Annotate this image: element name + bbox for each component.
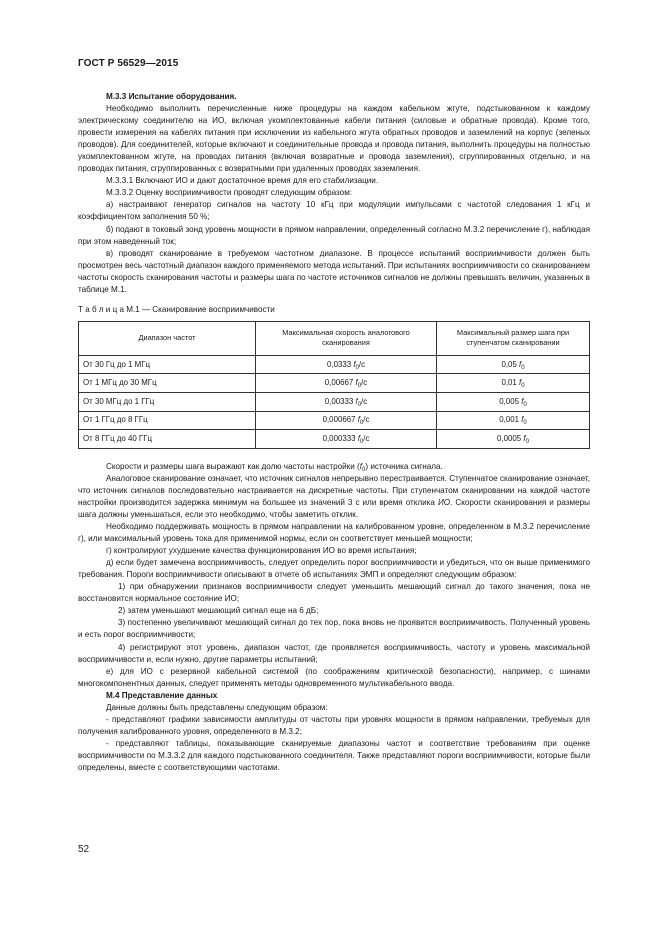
step-cell bbox=[437, 430, 590, 449]
text-fragment: . Скорости сканирования и размеры шага должны уменьшаться, если это необходимо, чтобы заметить отклик. bbox=[78, 497, 590, 519]
paragraph: М.3.3.1 Включают ИО и дают достаточное время для его стабилизации. bbox=[106, 176, 379, 186]
rate-unit: /с bbox=[361, 396, 368, 406]
table-row bbox=[79, 374, 590, 393]
list-item: - представляют таблицы, показывающие сканируемые диапазоны частот и соответствие требованиям при оценке восприимчивости по М.3.3.2 для каждого подстыкованного соединителя. Также представляют пороги восприимчивости, которые были определены, вместе с соответствующими частотами. bbox=[78, 738, 590, 772]
freq-subscript: 0 bbox=[362, 466, 366, 473]
step-value: 0,001 bbox=[499, 415, 519, 425]
range-cell: От 30 МГц до 1 ГГц bbox=[79, 393, 256, 412]
scan-table bbox=[78, 321, 590, 449]
step-cell bbox=[437, 374, 590, 393]
text-italic: ИО bbox=[437, 497, 451, 507]
table-header-cell: Диапазон частот bbox=[79, 321, 256, 355]
range-cell: От 8 ГГц до 40 ГГц bbox=[79, 430, 256, 449]
freq-subscript: 0 bbox=[523, 420, 527, 427]
rate-value: 0,000667 bbox=[322, 415, 356, 425]
rate-cell bbox=[256, 430, 437, 449]
freq-subscript: 0 bbox=[359, 420, 364, 427]
step-cell bbox=[437, 355, 590, 374]
freq-symbol: f bbox=[353, 359, 356, 369]
list-item: е) для ИО с резервной кабельной системой (по соображениям критической безопасности), например, с шинами многокомпонентных данных, следует применять методы одновременного мультикабельного ввода. bbox=[78, 666, 590, 688]
rate-value: 0,0333 bbox=[326, 359, 352, 369]
freq-subscript: 0 bbox=[357, 401, 362, 408]
freq-symbol: f bbox=[359, 461, 363, 471]
section-heading: М.3.3 Испытание оборудования. bbox=[106, 92, 237, 101]
list-item: д) если будет замечена восприимчивость, следует определить порог восприимчивости и убедиться, что он выше применимого требования. Пороги восприимчивости описывают в отчете об испытаниях ЭМП и определяют следующим образом: bbox=[78, 558, 590, 580]
paragraph bbox=[78, 473, 590, 521]
list-item: 4) регистрируют этот уровень, диапазон частот, где проявляется восприимчивость, частоту и уровень максимальной восприимчивости и, если нужно, другие параметры испытаний; bbox=[78, 642, 590, 664]
list-item: а) настраивают генератор сигналов на частоту 10 кГц при модуляции импульсами с частотой следования 1 кГц и коэффициентом заполнения 50 %; bbox=[78, 200, 590, 222]
step-value: 0,005 bbox=[499, 396, 519, 406]
section-heading: М.4 Представление данных bbox=[106, 690, 218, 700]
rate-value: 0,00333 bbox=[324, 396, 354, 406]
freq-symbol: f bbox=[521, 396, 524, 406]
range-cell: От 1 ГГц до 8 ГГц bbox=[79, 411, 256, 430]
rate-unit: /с bbox=[363, 415, 370, 425]
text-fragment: Скорости и размеры шага выражают как долю частоты настройки ( bbox=[106, 461, 360, 471]
rate-unit: /с bbox=[361, 378, 368, 388]
table-row bbox=[79, 355, 590, 374]
step-cell bbox=[437, 393, 590, 412]
freq-subscript: 0 bbox=[525, 438, 529, 445]
paragraph: Необходимо выполнить перечисленные ниже процедуры на каждом кабельном жгуте, подстыкованном к каждому электрическому соединителю на ИО, включая укомплектованные кабели питания (силовые и обратные провода). Кроме того, провести измерения на кабелях питания при исключении из кабельного жгута обратных проводов и заземлений на корпус (зеленых проводов). Для соединителей, которые включают и соединительные провода и провода питания, выполнить процедуры на полностью укомплектованном жгуте, на проводах питания (включая возвратные и провода заземления), сгруппированных отдельно, и на проводах питания, сгруппированных с возвратными при удаленных проводах заземления. bbox=[78, 104, 590, 174]
list-item: в) проводят сканирование в требуемом частотном диапазоне. В процессе испытаний восприимчивости должен быть просмотрен весь частотный диапазон каждого применяемого метода испытаний. При испытаниях восприимчивости со сканированием частоты скорость сканирования частоты и размеры шага по частоте источников сигналов не должны превышать величин, указанных в таблице М.1. bbox=[78, 248, 590, 294]
freq-subscript: 0 bbox=[355, 364, 359, 371]
freq-symbol: f bbox=[355, 378, 358, 388]
step-value: 0,05 bbox=[501, 359, 517, 369]
rate-cell bbox=[256, 355, 437, 374]
step-value: 0,0005 bbox=[497, 433, 522, 443]
range-cell: От 30 Гц до 1 МГц bbox=[79, 355, 256, 374]
rate-cell bbox=[256, 393, 437, 412]
paragraph: М.3.3.2 Оценку восприимчивости проводят следующим образом: bbox=[106, 188, 353, 198]
text-fragment: ) источника сигнала. bbox=[365, 461, 443, 471]
freq-subscript: 0 bbox=[357, 383, 362, 390]
paragraph bbox=[78, 461, 590, 473]
header-text: Максимальный размер шага при ступенчатом сканировании bbox=[456, 328, 570, 348]
page-content bbox=[78, 91, 590, 774]
header-text: Максимальная скорость аналогового сканирования bbox=[282, 328, 410, 348]
rate-cell bbox=[256, 411, 437, 430]
freq-subscript: 0 bbox=[521, 364, 525, 371]
rate-unit: /с bbox=[358, 359, 366, 369]
paragraph: Необходимо поддерживать мощность в прямом направлении на калиброванном уровне, определенном в М.3.2 перечисление г), или максимальный уровень тока для применимой нормы, если он соответствует меньшей мощности; bbox=[78, 522, 590, 544]
freq-symbol: f bbox=[521, 415, 524, 425]
freq-symbol: f bbox=[357, 433, 360, 443]
freq-symbol: f bbox=[523, 433, 526, 443]
step-value: 0,01 bbox=[501, 378, 517, 388]
table-caption: Т а б л и ц а М.1 — Сканирование восприимчивости bbox=[78, 304, 275, 314]
list-item: - представляют графики зависимости амплитуды от частоты при уровнях мощности в прямом направлении, требуемых для получения калиброванного уровня, определенного в М.3.2; bbox=[78, 714, 590, 736]
range-cell: От 1 МГц до 30 МГц bbox=[79, 374, 256, 393]
table-row bbox=[79, 411, 590, 430]
page-number: 52 bbox=[78, 844, 90, 855]
freq-subscript: 0 bbox=[523, 401, 527, 408]
rate-value: 0,000333 bbox=[322, 433, 356, 443]
table-header-row bbox=[79, 321, 590, 355]
list-item: 1) при обнаружении признаков восприимчивости следует уменьшить мешающий сигнал до такого значения, пока не восстановится нормальное состояние ИО; bbox=[78, 582, 590, 604]
rate-unit: /с bbox=[363, 433, 370, 443]
freq-subscript: 0 bbox=[521, 383, 525, 390]
table-row bbox=[79, 430, 590, 449]
freq-subscript: 0 bbox=[359, 438, 364, 445]
text-fragment: Аналоговое сканирование означает, что источник сигналов непрерывно перестраивается. Ступенчатое сканирование означает, что источник сигналов последовательно настраивается на дискретные частоты. При ступенчатом сканировании на каждой частоте настройки производится задержка минимум на большее из значений 3 с или время отклика bbox=[78, 473, 590, 507]
table-header-cell bbox=[437, 321, 590, 355]
paragraph: Данные должны быть представлены следующим образом: bbox=[106, 702, 328, 712]
rate-value: 0,00667 bbox=[324, 378, 354, 388]
list-item: г) контролируют ухудшение качества функционирования ИО во время испытания; bbox=[106, 546, 417, 556]
rate-cell bbox=[256, 374, 437, 393]
freq-symbol: f bbox=[519, 378, 522, 388]
freq-symbol: f bbox=[357, 415, 360, 425]
list-item: б) подают в токовый зонд уровень мощности в прямом направлении, определенный согласно М.3.2 перечисление г), наблюдая при этом наведенный ток; bbox=[78, 224, 590, 246]
freq-symbol: f bbox=[355, 396, 358, 406]
table-header-cell bbox=[256, 321, 437, 355]
table-row bbox=[79, 393, 590, 412]
step-cell bbox=[437, 411, 590, 430]
list-item: 2) затем уменьшают мешающий сигнал еще на 6 дБ; bbox=[118, 606, 319, 616]
document-header: ГОСТ Р 56529—2015 bbox=[78, 58, 179, 69]
freq-symbol: f bbox=[519, 359, 522, 369]
list-item: 3) постепенно увеличивают мешающий сигнал до тех пор, пока вновь не проявится восприимчивость. Полученный уровень и есть порог восприимчивости; bbox=[78, 618, 590, 640]
